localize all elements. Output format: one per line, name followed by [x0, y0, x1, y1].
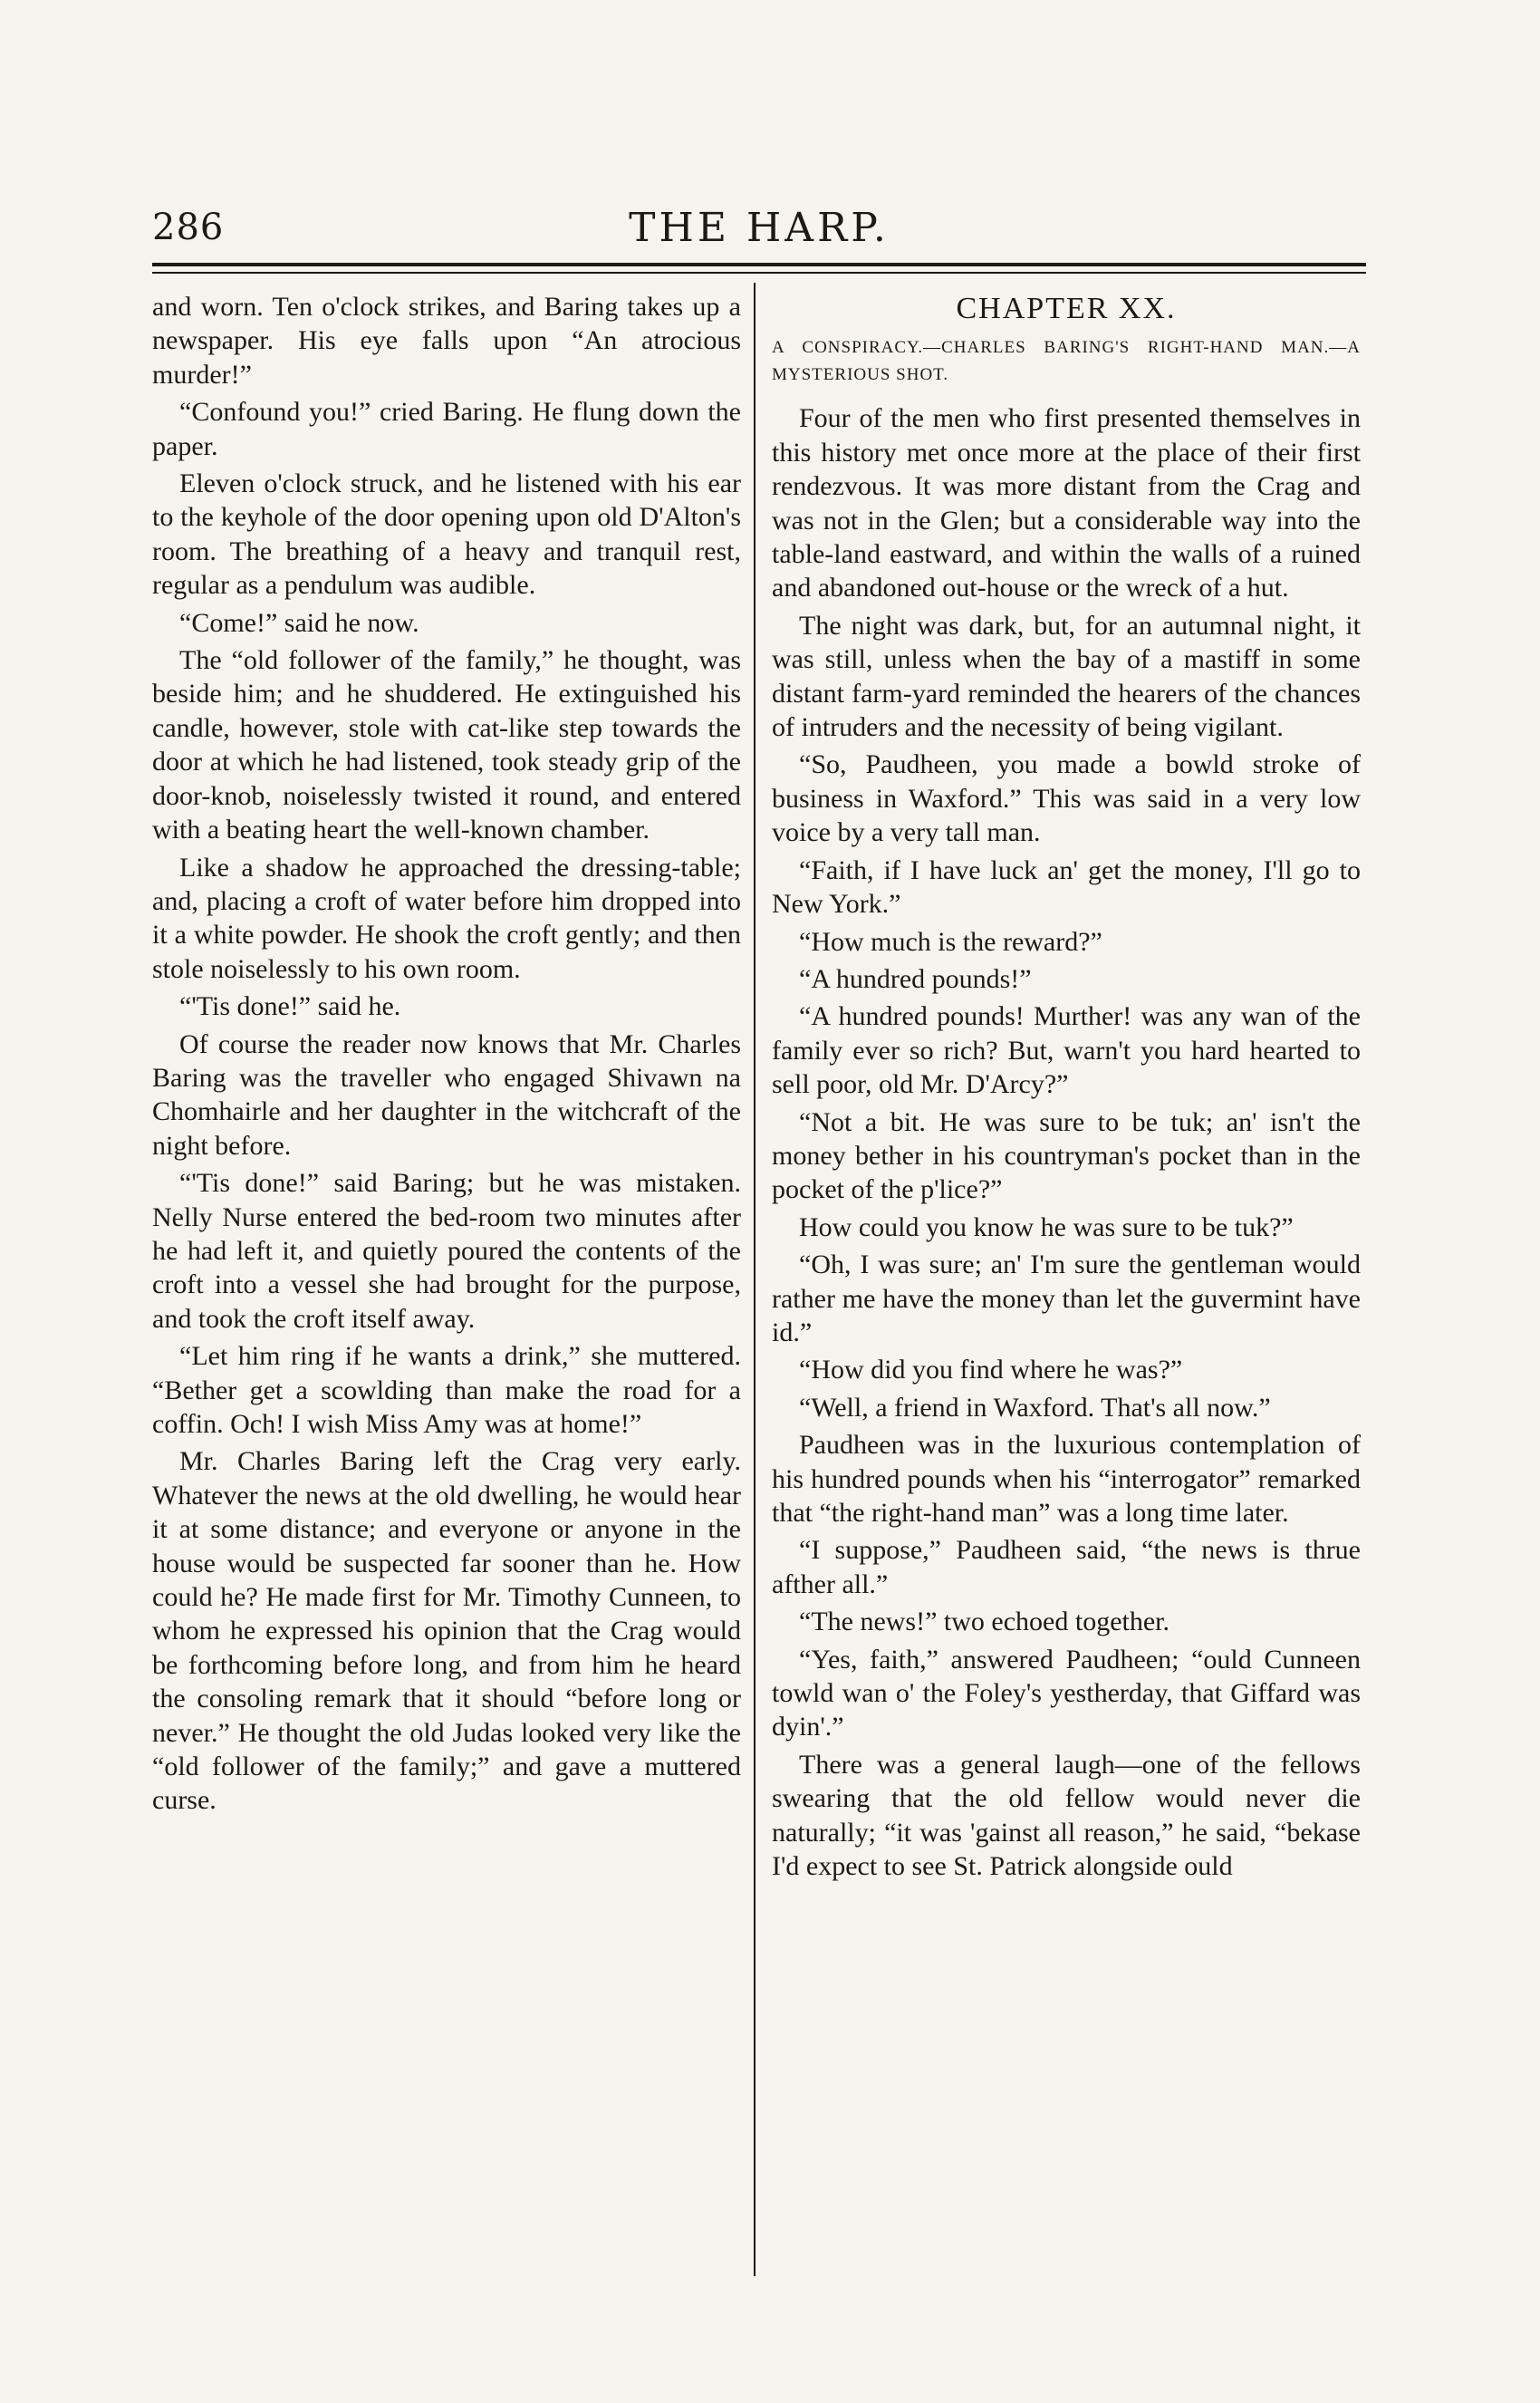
paragraph: “Well, a friend in Waxford. That's all now.”: [799, 1392, 1271, 1423]
paragraph: There was a general laugh—one of the fellows swearing that the old fellow would never die naturally; “it was 'gainst all reason,” he said, “bekase I'd expect to see St. Patrick alongside ould: [772, 1749, 1361, 1882]
paragraph: The “old follower of the family,” he thought, was beside him; and he shuddered. He extinguished his candle, however, stole with cat-like step towards the door at which he had listened, took steady grip of the door-knob, noiselessly twisted it round, and entered with a beating heart the well-known chamber.: [152, 645, 741, 845]
page-number: 286: [152, 207, 225, 248]
paragraph: “A hundred pounds! Murther! was any wan of the family ever so rich? But, warn't you hard hearted to sell poor, old Mr. D'Arcy?”: [772, 1001, 1361, 1100]
paragraph: “'Tis done!” said he.: [179, 991, 401, 1022]
chapter-summary: A CONSPIRACY.—CHARLES BARING'S RIGHT-HAND MAN.—A MYSTERIOUS SHOT.: [772, 338, 1361, 385]
paragraph: Paudheen was in the luxurious contemplation of his hundred pounds when his “interrogator” remarked that “the right-hand man” was a long time later.: [772, 1430, 1361, 1528]
paragraph: Four of the men who first presented themselves in this history met once more at the place of their first rendezvous. It was more distant from the Crag and was not in the Glen; but a considerable way into the table-land eastward, and within the walls of a ruined and abandoned out-house or the wreck of a hut.: [772, 403, 1361, 603]
paragraph: “Oh, I was sure; an' I'm sure the gentleman would rather me have the money than let the guvermint have id.”: [772, 1250, 1361, 1347]
running-title: THE HARP.: [629, 205, 890, 251]
paragraph: “Yes, faith,” answered Paudheen; “ould Cunneen towld wan o' the Foley's yestherday, that Giffard was dyin'.”: [772, 1644, 1361, 1742]
paragraph: “Faith, if I have luck an' get the money, I'll go to New York.”: [772, 854, 1361, 920]
page-header: [152, 207, 1366, 261]
chapter-title: CHAPTER XX.: [956, 292, 1177, 325]
paragraph: “Come!” said he now.: [179, 607, 419, 638]
paragraph: and worn. Ten o'clock strikes, and Baring takes up a newspaper. His eye falls upon “An atrocious murder!”: [152, 292, 741, 390]
left-column: [152, 290, 741, 2274]
paragraph: “A hundred pounds!”: [799, 963, 1032, 994]
paragraph: Eleven o'clock struck, and he listened with his ear to the keyhole of the door opening upon old D'Alton's room. The breathing of a heavy and tranquil rest, regular as a pendulum was audible.: [152, 468, 741, 601]
right-column-text: [772, 401, 1361, 1883]
paragraph: “The news!” two echoed together.: [799, 1607, 1169, 1637]
paragraph: Like a shadow he approached the dressing-table; and, placing a croft of water before him dropped into it a white powder. He shook the croft gently; and then stole noiselessly to his own room.: [152, 852, 741, 984]
paragraph: “Confound you!” cried Baring. He flung down the paper.: [152, 397, 741, 461]
header-rule-thin: [152, 272, 1366, 274]
paragraph: “I suppose,” Paudheen said, “the news is thrue afther all.”: [772, 1535, 1361, 1599]
paragraph: The night was dark, but, for an autumnal night, it was still, unless when the bay of a mastiff in some distant farm-yard reminded the hearers of the chances of intruders and the necessity of being vigilant.: [772, 610, 1361, 743]
right-column: [772, 290, 1361, 2274]
header-rule-thick: [152, 263, 1366, 266]
paragraph: “How much is the reward?”: [799, 926, 1102, 957]
paragraph: “'Tis done!” said Baring; but he was mistaken. Nelly Nurse entered the bed-room two minutes after he had left it, and quietly poured the contents of the croft into a vessel she had brought for the purpose, and took the croft itself away.: [152, 1168, 741, 1334]
paragraph: Mr. Charles Baring left the Crag very early. Whatever the news at the old dwelling, he would hear it at some distance; and everyone or anyone in the house would be suspected far sooner than he. How could he? He made first for Mr. Timothy Cunneen, to whom he expressed his opinion that the Crag would be forthcoming before long, and from him he heard the consoling remark that it should “before long or never.” He thought the old Judas looked very like the “old follower of the family;” and gave a muttered curse.: [152, 1446, 741, 1816]
paragraph: “Not a bit. He was sure to be tuk; an' isn't the money bether in his countryman's pocket than in the pocket of the p'lice?”: [772, 1106, 1361, 1205]
paragraph: “Let him ring if he wants a drink,” she muttered. “Bether get a scowlding than make the road for a coffin. Och! I wish Miss Amy was at home!”: [152, 1341, 741, 1439]
paragraph: How could you know he was sure to be tuk?”: [799, 1211, 1294, 1242]
paragraph: Of course the reader now knows that Mr. Charles Baring was the traveller who engaged Shivawn na Chomhairle and her daughter in the witchcraft of the night before.: [152, 1028, 741, 1161]
paragraph: “How did you find where he was?”: [799, 1355, 1183, 1385]
column-divider: [754, 283, 756, 2276]
paragraph: “So, Paudheen, you made a bowld stroke of business in Waxford.” This was said in a very low voice by a very tall man.: [772, 749, 1361, 848]
